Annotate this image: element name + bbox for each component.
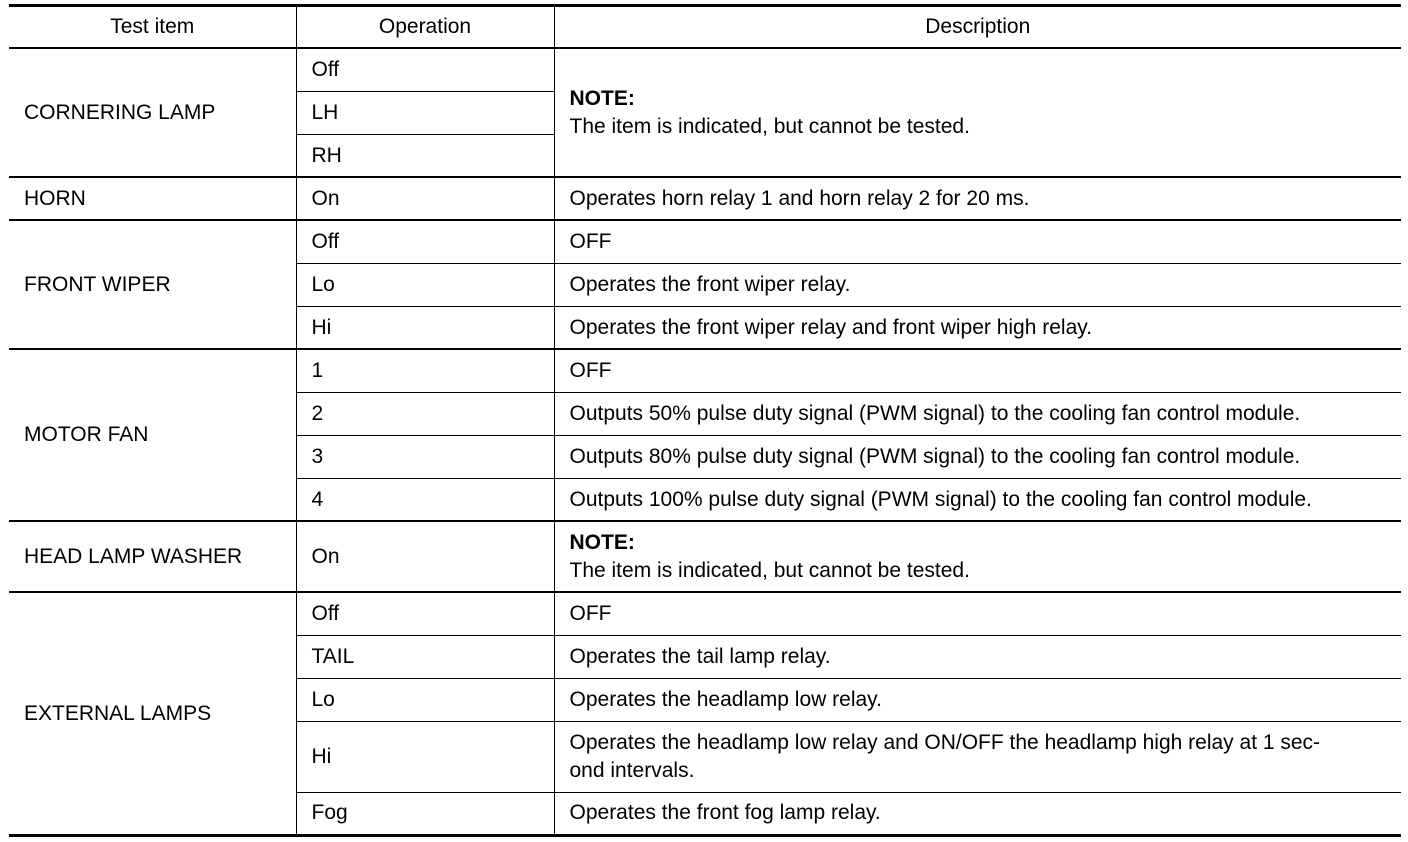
note-label: NOTE: xyxy=(569,531,635,555)
table-row xyxy=(9,521,1401,592)
test-item-cell: CORNERING LAMP xyxy=(24,100,216,124)
description-cell: Operates the tail lamp relay. xyxy=(554,635,1401,678)
description-cell: OFF xyxy=(554,349,1401,392)
header-row xyxy=(9,6,1401,49)
table-row xyxy=(9,177,1401,220)
operation-cell: Off xyxy=(296,220,554,263)
operation-cell: 3 xyxy=(296,435,554,478)
description-cell: Operates the headlamp low relay and ON/OFF the headlamp high relay at 1 sec- ond intervals. xyxy=(554,721,1401,792)
operation-cell: 1 xyxy=(296,349,554,392)
description-cell: Outputs 100% pulse duty signal (PWM signal) to the cooling fan control module. xyxy=(554,478,1401,521)
header-operation: Operation xyxy=(296,6,554,49)
header-test-item: Test item xyxy=(9,6,296,49)
description-cell: OFF xyxy=(554,592,1401,635)
note-text: The item is indicated, but cannot be tested. xyxy=(569,558,970,582)
operation-cell: On xyxy=(296,177,554,220)
description-cell: OFF xyxy=(554,220,1401,263)
operation-cell: 4 xyxy=(296,478,554,521)
description-cell: Operates horn relay 1 and horn relay 2 for 20 ms. xyxy=(554,177,1401,220)
test-item-cell: HORN xyxy=(9,177,296,220)
operation-cell: Hi xyxy=(296,306,554,349)
operation-cell: Off xyxy=(296,592,554,635)
operation-cell: Lo xyxy=(296,263,554,306)
table-row xyxy=(9,349,1401,392)
operation-cell: Fog xyxy=(296,792,554,835)
description-cell: Outputs 80% pulse duty signal (PWM signal) to the cooling fan control module. xyxy=(554,435,1401,478)
operation-cell: Off xyxy=(296,48,554,91)
table-row xyxy=(9,48,1401,91)
operation-cell: TAIL xyxy=(296,635,554,678)
test-item-cell: MOTOR FAN xyxy=(9,349,296,521)
operation-cell: LH xyxy=(296,91,554,134)
test-item-cell: FRONT WIPER xyxy=(9,220,296,349)
description-cell: Operates the front wiper relay. xyxy=(554,263,1401,306)
operation-cell: Hi xyxy=(296,721,554,792)
operation-cell: On xyxy=(296,521,554,592)
description-note-cell xyxy=(554,48,1401,177)
operation-cell: Lo xyxy=(296,678,554,721)
test-item-cell: EXTERNAL LAMPS xyxy=(9,592,296,835)
note-text: The item is indicated, but cannot be tested. xyxy=(569,114,970,138)
header-description: Description xyxy=(554,6,1401,49)
note-label: NOTE: xyxy=(569,87,635,111)
description-note-cell xyxy=(554,521,1401,592)
operation-cell: RH xyxy=(296,134,554,177)
active-test-table xyxy=(9,4,1401,837)
description-cell: Operates the front wiper relay and front wiper high relay. xyxy=(554,306,1401,349)
description-cell: Operates the front fog lamp relay. xyxy=(554,792,1401,835)
table-row xyxy=(9,592,1401,635)
description-cell: Operates the headlamp low relay. xyxy=(554,678,1401,721)
description-cell: Outputs 50% pulse duty signal (PWM signal) to the cooling fan control module. xyxy=(554,392,1401,435)
operation-cell: 2 xyxy=(296,392,554,435)
test-item-cell: HEAD LAMP WASHER xyxy=(9,521,296,592)
table-row xyxy=(9,220,1401,263)
